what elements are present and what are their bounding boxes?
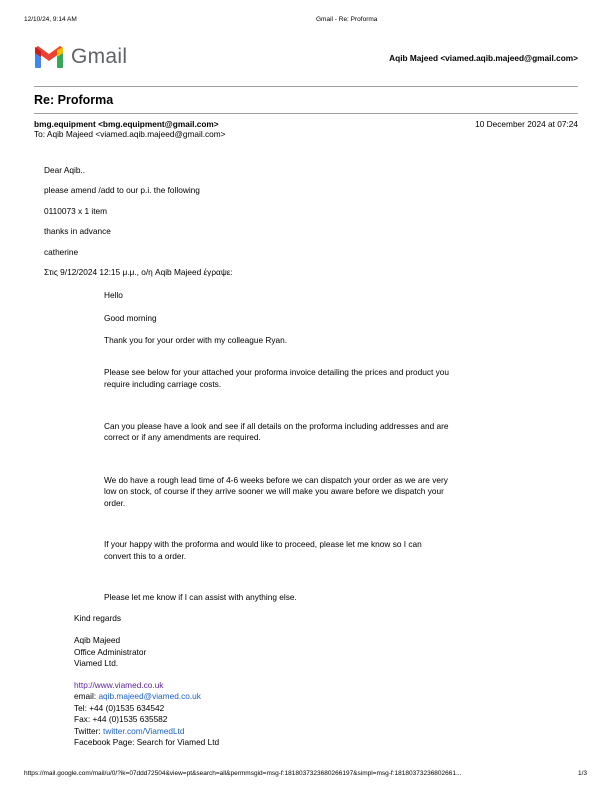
twitter-label: Twitter: bbox=[74, 726, 104, 736]
quoted-line: Please let me know if I can assist with anything else. bbox=[104, 592, 297, 602]
signature-fax: Fax: +44 (0)1535 635582 bbox=[74, 714, 168, 724]
print-title: Gmail - Re: Proforma bbox=[316, 16, 378, 23]
quoted-line: correct or if any amendments are required. bbox=[104, 432, 261, 442]
body-line: please amend /add to our p.i. the following bbox=[44, 185, 200, 195]
body-line: thanks in advance bbox=[44, 226, 111, 236]
email-date: 10 December 2024 at 07:24 bbox=[475, 119, 578, 129]
gmail-logo bbox=[34, 45, 127, 69]
quoted-line: We do have a rough lead time of 4-6 weeks before we can dispatch your order as we are very bbox=[104, 475, 448, 485]
gmail-m-icon bbox=[34, 45, 64, 69]
signature-twitter-row bbox=[74, 726, 185, 738]
quoted-line: low on stock, of course if they arrive sooner we will make you aware before we dispatch your bbox=[104, 486, 444, 496]
quote-attribution: Στις 9/12/2024 12:15 μ.μ., ο/η Aqib Majeed έγραψε: bbox=[44, 267, 233, 277]
email-subject: Re: Proforma bbox=[34, 93, 114, 107]
email-to: To: Aqib Majeed <viamed.aqib.majeed@gmail.com> bbox=[34, 129, 226, 139]
quoted-line: Good morning bbox=[104, 313, 157, 323]
signature-facebook: Facebook Page: Search for Viamed Ltd bbox=[74, 737, 220, 747]
signature-tel: Tel: +44 (0)1535 634542 bbox=[74, 703, 165, 713]
page-number: 1/3 bbox=[578, 770, 588, 777]
body-line: catherine bbox=[44, 247, 79, 257]
signature-role: Office Administrator bbox=[74, 647, 147, 657]
email-label: email: bbox=[74, 691, 99, 701]
divider bbox=[34, 113, 578, 114]
quoted-line: order. bbox=[104, 498, 126, 508]
body-line: 0110073 x 1 item bbox=[44, 206, 108, 216]
signature-name: Aqib Majeed bbox=[74, 635, 121, 645]
quoted-line: require including carriage costs. bbox=[104, 379, 222, 389]
divider bbox=[34, 86, 578, 87]
email-from[interactable]: bmg.equipment <bmg.equipment@gmail.com> bbox=[34, 119, 219, 129]
print-url: https://mail.google.com/mail/u/0/?ik=07ddd72504&view=pt&search=all&permmsgid=msg-f:1818037323680266197&simpl=msg-f:18180373236802661... bbox=[24, 770, 462, 777]
signature-email-row bbox=[74, 691, 201, 703]
quoted-line: Hello bbox=[104, 290, 123, 300]
website-link[interactable]: http://www.viamed.co.uk bbox=[74, 680, 164, 690]
account-label: Aqib Majeed <viamed.aqib.majeed@gmail.com> bbox=[389, 53, 578, 63]
quoted-line: Thank you for your order with my colleague Ryan. bbox=[104, 335, 288, 345]
signature-regards: Kind regards bbox=[74, 613, 122, 623]
quoted-line: Can you please have a look and see if all details on the proforma including addresses and are bbox=[104, 421, 449, 431]
quoted-line: convert this to a order. bbox=[104, 551, 187, 561]
twitter-link[interactable]: twitter.com/ViamedLtd bbox=[103, 726, 185, 736]
signature-company: Viamed Ltd. bbox=[74, 658, 119, 668]
quoted-line: If your happy with the proforma and would like to proceed, please let me know so I can bbox=[104, 539, 422, 549]
body-line: Dear Aqib.. bbox=[44, 165, 86, 175]
email-link[interactable]: aqib.majeed@viamed.co.uk bbox=[98, 691, 201, 701]
app-name: Gmail bbox=[71, 45, 128, 68]
quoted-line: Please see below for your attached your proforma invoice detailing the prices and product you bbox=[104, 367, 449, 377]
print-datetime: 12/10/24, 9:14 AM bbox=[24, 16, 77, 23]
